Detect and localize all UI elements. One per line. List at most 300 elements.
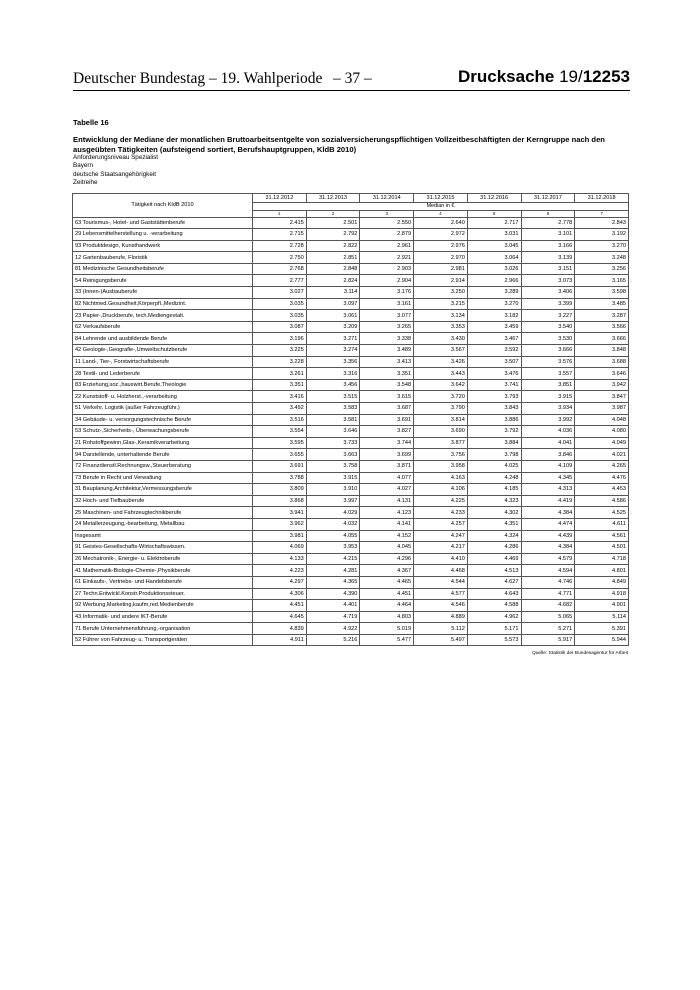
- median-value: 3.827: [360, 426, 414, 438]
- median-value: 2.879: [360, 229, 414, 241]
- date-header-row: [73, 194, 629, 203]
- median-value: 4.839: [253, 623, 307, 635]
- median-value: 3.476: [467, 368, 521, 380]
- median-value: 3.196: [253, 333, 307, 345]
- median-value: 3.227: [521, 310, 575, 322]
- column-number: 4: [414, 210, 468, 217]
- table-row: [73, 240, 629, 252]
- median-value: 3.406: [521, 287, 575, 299]
- median-value: 4.233: [414, 507, 468, 519]
- median-value: 4.464: [360, 600, 414, 612]
- median-value: 4.719: [306, 611, 360, 623]
- median-value: 3.814: [414, 414, 468, 426]
- median-value: 5.917: [521, 634, 575, 646]
- median-value: 3.915: [521, 391, 575, 403]
- median-header: Median in €: [253, 203, 629, 211]
- median-value: 2.961: [360, 240, 414, 252]
- median-value: 3.567: [414, 345, 468, 357]
- page-header: [73, 68, 630, 91]
- occupation-label: 52 Führer von Fahrzeug- u. Transportgeräten: [73, 634, 253, 646]
- median-value: 4.223: [253, 565, 307, 577]
- median-value: 4.474: [521, 518, 575, 530]
- median-value: 4.643: [467, 588, 521, 600]
- table-title: Entwicklung der Mediane der monatlichen Bruttoarbeitsentgelte von sozialversicherungspflichtigen Vollzeitbeschäftigten der Kerngruppe nach den ausgeübten Tätigkeiten (aufsteigend sortiert, Berufshauptgruppen, KldB 2010): [73, 135, 605, 154]
- median-value: 4.351: [467, 518, 521, 530]
- median-value: 2.792: [306, 229, 360, 241]
- table-meta: [73, 118, 628, 188]
- median-value: 3.598: [575, 287, 629, 299]
- median-value: 3.507: [467, 356, 521, 368]
- median-value: 3.690: [414, 426, 468, 438]
- median-value: 4.801: [575, 565, 629, 577]
- median-value: 3.274: [306, 345, 360, 357]
- median-value: 5.112: [414, 623, 468, 635]
- median-value: 5.271: [521, 623, 575, 635]
- median-value: 4.077: [360, 472, 414, 484]
- median-value: 4.109: [521, 460, 575, 472]
- median-value: 4.588: [467, 600, 521, 612]
- median-value: 3.557: [521, 368, 575, 380]
- occupation-label: 81 Medizinische Gesundheitsberufe: [73, 263, 253, 275]
- median-value: 3.289: [467, 287, 521, 299]
- occupation-label: 92 Werbung,Marketing,kaufm,red.Medienberufe: [73, 600, 253, 612]
- median-value: 4.367: [360, 565, 414, 577]
- median-value: 5.391: [575, 623, 629, 635]
- median-value: 3.399: [521, 298, 575, 310]
- median-value: 3.516: [253, 414, 307, 426]
- table-row: [73, 565, 629, 577]
- median-value: 4.544: [414, 576, 468, 588]
- occupation-label: 32 Hoch- und Tiefbauberufe: [73, 495, 253, 507]
- median-value: 3.663: [306, 449, 360, 461]
- median-value: 4.045: [360, 542, 414, 554]
- occupation-label: 94 Darstellende, unterhaltende Berufe: [73, 449, 253, 461]
- median-value: 5.216: [306, 634, 360, 646]
- occupation-label: 24 Metallerzeugung,-bearbeitung, Metallbau: [73, 518, 253, 530]
- median-value: 4.185: [467, 484, 521, 496]
- date-header: 31.12.2013: [306, 194, 360, 203]
- median-value: 3.035: [253, 298, 307, 310]
- median-value: 4.718: [575, 553, 629, 565]
- occupation-label: 72 Finanzdienstl.Rechnungsw.,Steuerberatung: [73, 460, 253, 472]
- median-value: 4.069: [253, 542, 307, 554]
- median-value: 4.215: [306, 553, 360, 565]
- median-value: 4.439: [521, 530, 575, 542]
- median-value: 3.250: [414, 287, 468, 299]
- median-value: 3.353: [414, 321, 468, 333]
- median-value: 3.416: [253, 391, 307, 403]
- median-value: 3.139: [521, 252, 575, 264]
- table-row: [73, 345, 629, 357]
- occupation-label: 93 Produktdesign, Kunsthandwerk: [73, 240, 253, 252]
- median-value: 3.843: [467, 403, 521, 415]
- median-value: 3.741: [467, 379, 521, 391]
- median-value: 5.944: [575, 634, 629, 646]
- median-value: 3.087: [253, 321, 307, 333]
- median-value: 3.688: [575, 356, 629, 368]
- median-value: 3.910: [306, 484, 360, 496]
- median-value: 5.019: [360, 623, 414, 635]
- median-value: 4.313: [521, 484, 575, 496]
- median-value: 2.843: [575, 217, 629, 229]
- occupation-label: 22 Kunststoff- u. Holzherst.,-verarbeitung: [73, 391, 253, 403]
- median-value: 4.922: [306, 623, 360, 635]
- median-value: 3.809: [253, 484, 307, 496]
- median-value: 3.666: [521, 345, 575, 357]
- median-value: 3.871: [360, 460, 414, 472]
- median-value: 3.566: [575, 321, 629, 333]
- median-value: 3.097: [306, 298, 360, 310]
- median-value: 2.717: [467, 217, 521, 229]
- median-value: 3.744: [360, 437, 414, 449]
- median-value: 4.419: [521, 495, 575, 507]
- median-value: 3.426: [414, 356, 468, 368]
- median-value: 3.699: [360, 449, 414, 461]
- median-value: 4.036: [521, 426, 575, 438]
- median-value: 2.768: [253, 263, 307, 275]
- median-value: 3.248: [575, 252, 629, 264]
- occupation-label: 28 Textil- und Lederberufe: [73, 368, 253, 380]
- column-number: 5: [467, 210, 521, 217]
- occupation-label: 53 Schutz-,Sicherheits-, Überwachungsberufe: [73, 426, 253, 438]
- median-value: 4.324: [467, 530, 521, 542]
- median-value: 4.163: [414, 472, 468, 484]
- column-number: 3: [360, 210, 414, 217]
- median-value: 3.064: [467, 252, 521, 264]
- median-value: 4.586: [575, 495, 629, 507]
- median-value: 4.579: [521, 553, 575, 565]
- median-value: 3.583: [306, 403, 360, 415]
- median-value: 4.302: [467, 507, 521, 519]
- median-value: 3.515: [306, 391, 360, 403]
- median-value: 3.581: [306, 414, 360, 426]
- table-row: [73, 275, 629, 287]
- median-value: 4.248: [467, 472, 521, 484]
- median-value: 3.793: [467, 391, 521, 403]
- median-value: 2.550: [360, 217, 414, 229]
- median-value: 4.345: [521, 472, 575, 484]
- median-value: 4.027: [360, 484, 414, 496]
- median-value: 3.655: [253, 449, 307, 461]
- median-value: 4.889: [414, 611, 468, 623]
- median-value: 4.771: [521, 588, 575, 600]
- occupation-label: 25 Maschinen- und Fahrzeugtechnikberufe: [73, 507, 253, 519]
- table-row: [73, 611, 629, 623]
- median-value: 4.384: [521, 507, 575, 519]
- median-value: 4.577: [414, 588, 468, 600]
- median-value: 5.065: [521, 611, 575, 623]
- date-header: 31.12.2016: [467, 194, 521, 203]
- median-value: 3.884: [467, 437, 521, 449]
- median-value: 3.459: [467, 321, 521, 333]
- median-value: 3.356: [306, 356, 360, 368]
- median-value: 4.911: [253, 634, 307, 646]
- source-note: Quelle: Statistik der Bundesagentur für Arbeit: [532, 651, 628, 656]
- table-row: [73, 437, 629, 449]
- median-value: 3.756: [414, 449, 468, 461]
- table-row: [73, 414, 629, 426]
- occupation-label: 51 Verkehr, Logistik (außer Fahrzeugführ.): [73, 403, 253, 415]
- document-number-bold: 12253: [582, 67, 630, 86]
- median-value: 3.225: [253, 345, 307, 357]
- occupation-label: 84 Lehrende und ausbildende Berufe: [73, 333, 253, 345]
- median-value: 3.915: [306, 472, 360, 484]
- table-row: [73, 588, 629, 600]
- median-value: 3.489: [360, 345, 414, 357]
- median-value: 3.886: [467, 414, 521, 426]
- table-row: [73, 217, 629, 229]
- document-label: Drucksache: [457, 67, 555, 86]
- median-value: 3.720: [414, 391, 468, 403]
- median-value: 3.261: [253, 368, 307, 380]
- median-value: 2.914: [414, 275, 468, 287]
- median-value: 4.257: [414, 518, 468, 530]
- filter-line: Bayern: [73, 162, 93, 170]
- document-number: [458, 67, 630, 87]
- median-value: 4.401: [306, 600, 360, 612]
- table-row: [73, 391, 629, 403]
- occupation-label: 71 Berufe Unternehmensführung,-organisation: [73, 623, 253, 635]
- median-value: 4.453: [575, 484, 629, 496]
- median-value: 3.868: [253, 495, 307, 507]
- median-value: 5.477: [360, 634, 414, 646]
- median-value: 3.456: [306, 379, 360, 391]
- median-value: 4.451: [360, 588, 414, 600]
- median-value: 2.972: [414, 229, 468, 241]
- median-value: 3.981: [253, 530, 307, 542]
- occupation-label: 29 Lebensmittelherstellung u. -verarbeitung: [73, 229, 253, 241]
- median-value: 4.594: [521, 565, 575, 577]
- median-value: 3.182: [467, 310, 521, 322]
- median-value: 3.877: [414, 437, 468, 449]
- table-row: [73, 252, 629, 264]
- median-value: 3.792: [467, 426, 521, 438]
- median-value: 3.035: [253, 310, 307, 322]
- date-header: 31.12.2014: [360, 194, 414, 203]
- median-value: 3.338: [360, 333, 414, 345]
- median-value: 4.133: [253, 553, 307, 565]
- occupation-label: 54 Reinigungsberufe: [73, 275, 253, 287]
- median-value: 5.171: [467, 623, 521, 635]
- median-value: 4.465: [360, 576, 414, 588]
- table-row: [73, 379, 629, 391]
- median-value: 3.997: [306, 495, 360, 507]
- median-value: 3.934: [521, 403, 575, 415]
- filter-line: Anforderungsniveau Spezialist: [73, 154, 159, 161]
- median-value: 3.691: [360, 414, 414, 426]
- median-value: 4.141: [360, 518, 414, 530]
- table-row: [73, 542, 629, 554]
- document-number-plain: 19/: [554, 67, 583, 86]
- table-row: [73, 600, 629, 612]
- median-value: 4.286: [467, 542, 521, 554]
- median-value: 4.451: [253, 600, 307, 612]
- median-value: 2.501: [306, 217, 360, 229]
- median-value: 3.114: [306, 287, 360, 299]
- median-value: 4.281: [306, 565, 360, 577]
- median-value: 3.733: [306, 437, 360, 449]
- median-value: 4.323: [467, 495, 521, 507]
- median-value: 3.061: [306, 310, 360, 322]
- filter-line: deutsche Staatsangehörigkeit: [73, 170, 156, 178]
- publication-name: Deutscher Bundestag – 19. Wahlperiode: [73, 70, 323, 87]
- median-value: 3.270: [467, 298, 521, 310]
- median-value: 2.848: [306, 263, 360, 275]
- occupation-label: 41 Mathematik-Biologie-Chemie-,Physikberufe: [73, 565, 253, 577]
- median-value: 3.101: [521, 229, 575, 241]
- median-value: 3.215: [414, 298, 468, 310]
- median-value: 3.430: [414, 333, 468, 345]
- median-value: 3.265: [360, 321, 414, 333]
- median-value: 2.824: [306, 275, 360, 287]
- median-value: 3.161: [360, 298, 414, 310]
- median-value: 3.592: [467, 345, 521, 357]
- median-value: 4.080: [575, 426, 629, 438]
- median-value: 4.962: [467, 611, 521, 623]
- page-number: – 37 –: [333, 70, 372, 87]
- median-value: 3.788: [253, 472, 307, 484]
- median-value: 2.778: [521, 217, 575, 229]
- table-row: [73, 426, 629, 438]
- median-value: 2.851: [306, 252, 360, 264]
- table-row: [73, 634, 629, 646]
- occupation-label: 73 Berufe in Recht und Verwaltung: [73, 472, 253, 484]
- median-value: 4.918: [575, 588, 629, 600]
- occupation-label: 12 Gartenbauberufe, Floristik: [73, 252, 253, 264]
- median-value: 3.798: [467, 449, 521, 461]
- table-row: [73, 518, 629, 530]
- median-value: 3.443: [414, 368, 468, 380]
- median-value: 4.645: [253, 611, 307, 623]
- median-value: 3.031: [467, 229, 521, 241]
- median-value: 4.384: [521, 542, 575, 554]
- median-value: 3.485: [575, 298, 629, 310]
- median-value: 5.497: [414, 634, 468, 646]
- table-row: [73, 623, 629, 635]
- median-value: 4.611: [575, 518, 629, 530]
- median-value: 3.287: [575, 310, 629, 322]
- median-value: 3.958: [414, 460, 468, 472]
- date-header: 31.12.2017: [521, 194, 575, 203]
- median-value: 3.256: [575, 263, 629, 275]
- table-row: [73, 368, 629, 380]
- median-value: 4.021: [575, 449, 629, 461]
- median-value: 3.540: [521, 321, 575, 333]
- median-value: 4.225: [414, 495, 468, 507]
- median-value: 2.921: [360, 252, 414, 264]
- median-value: 4.849: [575, 576, 629, 588]
- occupation-label: 23 Papier-,Druckberufe, tech.Mediengestalt.: [73, 310, 253, 322]
- median-value: 4.546: [414, 600, 468, 612]
- median-value: 3.615: [360, 391, 414, 403]
- median-value: 2.981: [414, 263, 468, 275]
- occupation-label: 33 (Innen-)Ausbauberufe: [73, 287, 253, 299]
- column-number: 7: [575, 210, 629, 217]
- occupation-label: 61 Einkaufs-, Vertriebs- und Handelsberufe: [73, 576, 253, 588]
- median-value: 3.942: [575, 379, 629, 391]
- median-value: 3.646: [575, 368, 629, 380]
- median-value: 4.297: [253, 576, 307, 588]
- median-value: 3.351: [253, 379, 307, 391]
- median-value: 3.492: [253, 403, 307, 415]
- occupation-label: 27 Techn.Entwickl.Konstr.Produktionssteuer.: [73, 588, 253, 600]
- median-value: 3.847: [575, 391, 629, 403]
- median-value: 3.666: [575, 333, 629, 345]
- filter-line: Zeitreihe: [73, 179, 98, 187]
- median-value: 4.032: [306, 518, 360, 530]
- median-value: 3.073: [521, 275, 575, 287]
- median-value: 4.390: [306, 588, 360, 600]
- median-value: 4.247: [414, 530, 468, 542]
- median-value: 4.525: [575, 507, 629, 519]
- median-value: 3.316: [306, 368, 360, 380]
- median-value: 2.970: [414, 252, 468, 264]
- median-value: 3.646: [306, 426, 360, 438]
- occupation-label: 42 Geologie-,Geografie-,Umweltschutzberufe: [73, 345, 253, 357]
- table-row: [73, 229, 629, 241]
- median-value: 4.048: [575, 414, 629, 426]
- median-value: 4.296: [360, 553, 414, 565]
- date-header: 31.12.2012: [253, 194, 307, 203]
- median-value: 3.077: [360, 310, 414, 322]
- median-value: 2.415: [253, 217, 307, 229]
- row-header: Tätigkeit nach KldB 2010: [73, 194, 253, 218]
- median-value: 3.134: [414, 310, 468, 322]
- median-value: 5.114: [575, 611, 629, 623]
- median-value: 3.351: [360, 368, 414, 380]
- occupation-label: 21 Rohstoffgewinn,Glas-,Keramikverarbeitung: [73, 437, 253, 449]
- median-value: 3.691: [253, 460, 307, 472]
- median-value: 3.209: [306, 321, 360, 333]
- median-value: 4.746: [521, 576, 575, 588]
- median-value: 3.192: [575, 229, 629, 241]
- median-value: 3.554: [253, 426, 307, 438]
- column-number: 1: [253, 210, 307, 217]
- occupation-label: 11 Land-, Tier-, Forstwirtschaftsberufe: [73, 356, 253, 368]
- median-value: 4.025: [467, 460, 521, 472]
- table-row: [73, 356, 629, 368]
- table-row: [73, 298, 629, 310]
- table-number: Tabelle 16: [73, 118, 109, 127]
- median-value: 3.413: [360, 356, 414, 368]
- median-value: 4.513: [467, 565, 521, 577]
- column-number: 2: [306, 210, 360, 217]
- median-value: 3.790: [414, 403, 468, 415]
- median-value: 4.152: [360, 530, 414, 542]
- median-value: 2.640: [414, 217, 468, 229]
- median-value: 3.992: [521, 414, 575, 426]
- table-row: [73, 484, 629, 496]
- date-header: 31.12.2015: [414, 194, 468, 203]
- table-row: [73, 495, 629, 507]
- median-value: 3.851: [521, 379, 575, 391]
- median-value: 2.715: [253, 229, 307, 241]
- median-value: 3.987: [575, 403, 629, 415]
- median-value: 4.106: [414, 484, 468, 496]
- median-value: 4.055: [306, 530, 360, 542]
- median-value: 4.029: [306, 507, 360, 519]
- table-row: [73, 333, 629, 345]
- occupation-label: 31 Bauplanung,Architektur,Vermessungsberufe: [73, 484, 253, 496]
- median-value: 3.467: [467, 333, 521, 345]
- median-value: 3.962: [253, 518, 307, 530]
- table-row: [73, 321, 629, 333]
- table-row: [73, 472, 629, 484]
- median-value: 3.576: [521, 356, 575, 368]
- table-row: [73, 460, 629, 472]
- median-value: 4.501: [575, 542, 629, 554]
- median-value: 3.848: [575, 345, 629, 357]
